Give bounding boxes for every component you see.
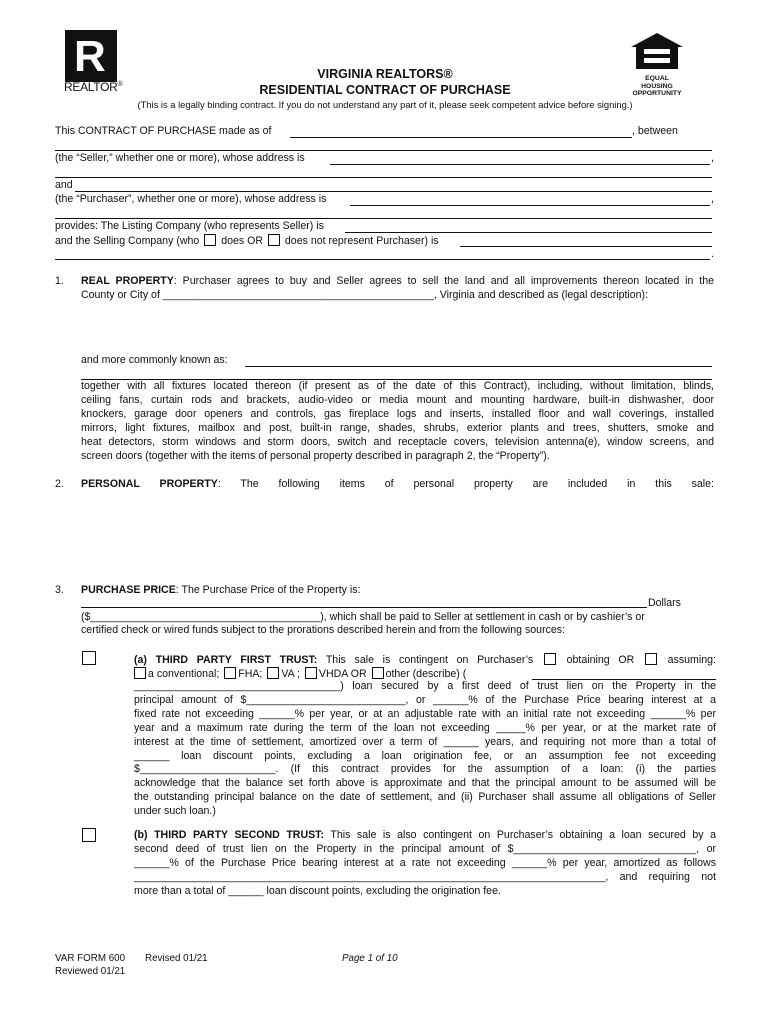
page-number: Page 1 of 10 (342, 953, 398, 964)
purchaser-address-field-2[interactable] (55, 218, 712, 219)
conventional-checkbox[interactable] (134, 667, 146, 679)
section-number: 3. (55, 584, 64, 596)
document-subtitle: RESIDENTIAL CONTRACT OF PURCHASE (259, 83, 511, 97)
purchase-price-amount-line: ($_______________________________________), which shall be paid to Seller at settlement in cash or by cashier’s or (81, 611, 645, 623)
revised-date: Revised 01/21 (145, 953, 208, 964)
other-loan-checkbox[interactable] (372, 667, 384, 679)
legal-notice: (This is a legally binding contract. If you do not understand any part of it, please seek competent advice before signing.) (137, 99, 633, 110)
form-number: VAR FORM 600 (55, 953, 126, 964)
section-number: 1. (55, 275, 64, 287)
listing-company-label: provides: The Listing Company (who represents Seller) is (55, 220, 324, 232)
listing-company-field[interactable] (345, 232, 712, 233)
second-trust-paragraph: second deed of trust lien on the Property in the principal amount of $_______________________________, or ______% of the Purchase Price bearing interest at a rate not exceeding ______% per year, amortized as follows ________________________________________________________________________________, and requiring not more than a total of ______ loan discount points, excluding the origination fee. (134, 843, 716, 897)
purchase-price-words-field[interactable] (81, 607, 647, 608)
contract-date-field[interactable] (290, 137, 632, 138)
purchaser-address-label: (the “Purchaser”, whether one or more), whose address is (55, 193, 327, 205)
second-trust-checkbox[interactable] (82, 828, 96, 842)
does-represent-checkbox[interactable] (204, 234, 216, 246)
selling-company-field-2[interactable] (55, 259, 710, 260)
personal-property-text: PERSONAL PROPERTY: The following items of personal property are included in this sale: (81, 478, 714, 490)
does-not-represent-checkbox[interactable] (268, 234, 280, 246)
second-trust-line-1: (b) THIRD PARTY SECOND TRUST: This sale is also contingent on Purchaser’s obtaining a loan secured by a (134, 829, 716, 841)
seller-address-field[interactable] (330, 164, 710, 165)
known-as-label: and more commonly known as: (81, 354, 228, 366)
seller-name-field[interactable] (55, 150, 712, 151)
first-trust-checkbox[interactable] (82, 651, 96, 665)
realtor-wordmark: REALTOR® (64, 80, 123, 94)
fha-checkbox[interactable] (224, 667, 236, 679)
seller-address-field-2[interactable] (55, 177, 712, 178)
known-as-field[interactable] (245, 366, 712, 367)
seller-address-label: (the “Seller,” whether one or more), whose address is (55, 152, 305, 164)
document-title: VIRGINIA REALTORS® (317, 67, 453, 81)
va-checkbox[interactable] (267, 667, 279, 679)
first-trust-line-1: (a) THIRD PARTY FIRST TRUST: This sale is contingent on Purchaser’s obtaining OR assuming: (134, 654, 716, 666)
purchaser-address-field[interactable] (350, 205, 710, 206)
realtor-logo-letter: R (74, 32, 106, 81)
purchaser-name-field[interactable] (75, 191, 712, 192)
purchase-price-text: PURCHASE PRICE: The Purchase Price of the Property is: (81, 584, 361, 596)
real-property-text: REAL PROPERTY: Purchaser agrees to buy and Seller agrees to sell the land and all improvements thereon located in the (81, 275, 714, 287)
first-trust-paragraph: ___________________________________) loan secured by a first deed of trust lien on the Property in the principal amount of $___________________________, or ______% of the Purchase Price bearing interest at a fixed rate not exceeding ______% per year, or at an adjustable rate with an initial rate not exceeding ______% per year and a maximum rate during the term of the loan not exceeding _____% per year, or at the market rate of interest at the time of settlement, amortized over a term of ______ years, and requiring not more than a total of ______ loan discount points, excluding a loan origination fee, or an assumption fee not exceeding $_______________________. (If this contract provides for the assumption of a loan: (i) the parties acknowledge that the balance set forth above is approximate and that the principal amount to be assumed will be the outstanding principal balance on the date of settlement, and (ii) Purchaser shall assume all obligations of Seller under such loan.) (134, 680, 716, 818)
reviewed-date: Reviewed 01/21 (55, 966, 126, 977)
selling-company-field[interactable] (460, 246, 712, 247)
contract-date-label: This CONTRACT OF PURCHASE made as of (55, 125, 272, 137)
equal-housing-house-icon (630, 32, 684, 70)
section-number: 2. (55, 478, 64, 490)
equal-housing-logo: EQUAL HOUSING OPPORTUNITY (630, 32, 684, 98)
fixtures-paragraph: together with all fixtures located thereon (if present as of the date of this Contract), including, without limitation, blinds, ceiling fans, curtain rods and brackets, audio-video or media mount and mounting hardware, built-in dishwasher, door knockers, garage door openers and controls, gas fireplace logs and inserts, installed floor and wall coverings, installed mirrors, light fixtures, mailbox and post, built-in range, shades, shrubs, exterior plants and trees, shutters, smoke and heat detectors, storm windows and storm doors, switch and receptacle covers, television antenna(e), window screens, and screen doors (together with the items of personal property described in paragraph 2, the “Property”). (81, 380, 714, 462)
county-city-line: County or City of ______________________________________________, Virginia and described as (legal description): (81, 289, 649, 301)
obtaining-checkbox[interactable] (544, 653, 556, 665)
assuming-checkbox[interactable] (645, 653, 657, 665)
loan-type-line: a conventional; FHA; VA ; VHDA OR other (describe) ( (132, 667, 466, 680)
vhda-checkbox[interactable] (305, 667, 317, 679)
selling-company-label: and the Selling Company (who does OR does not represent Purchaser) is (55, 235, 439, 247)
